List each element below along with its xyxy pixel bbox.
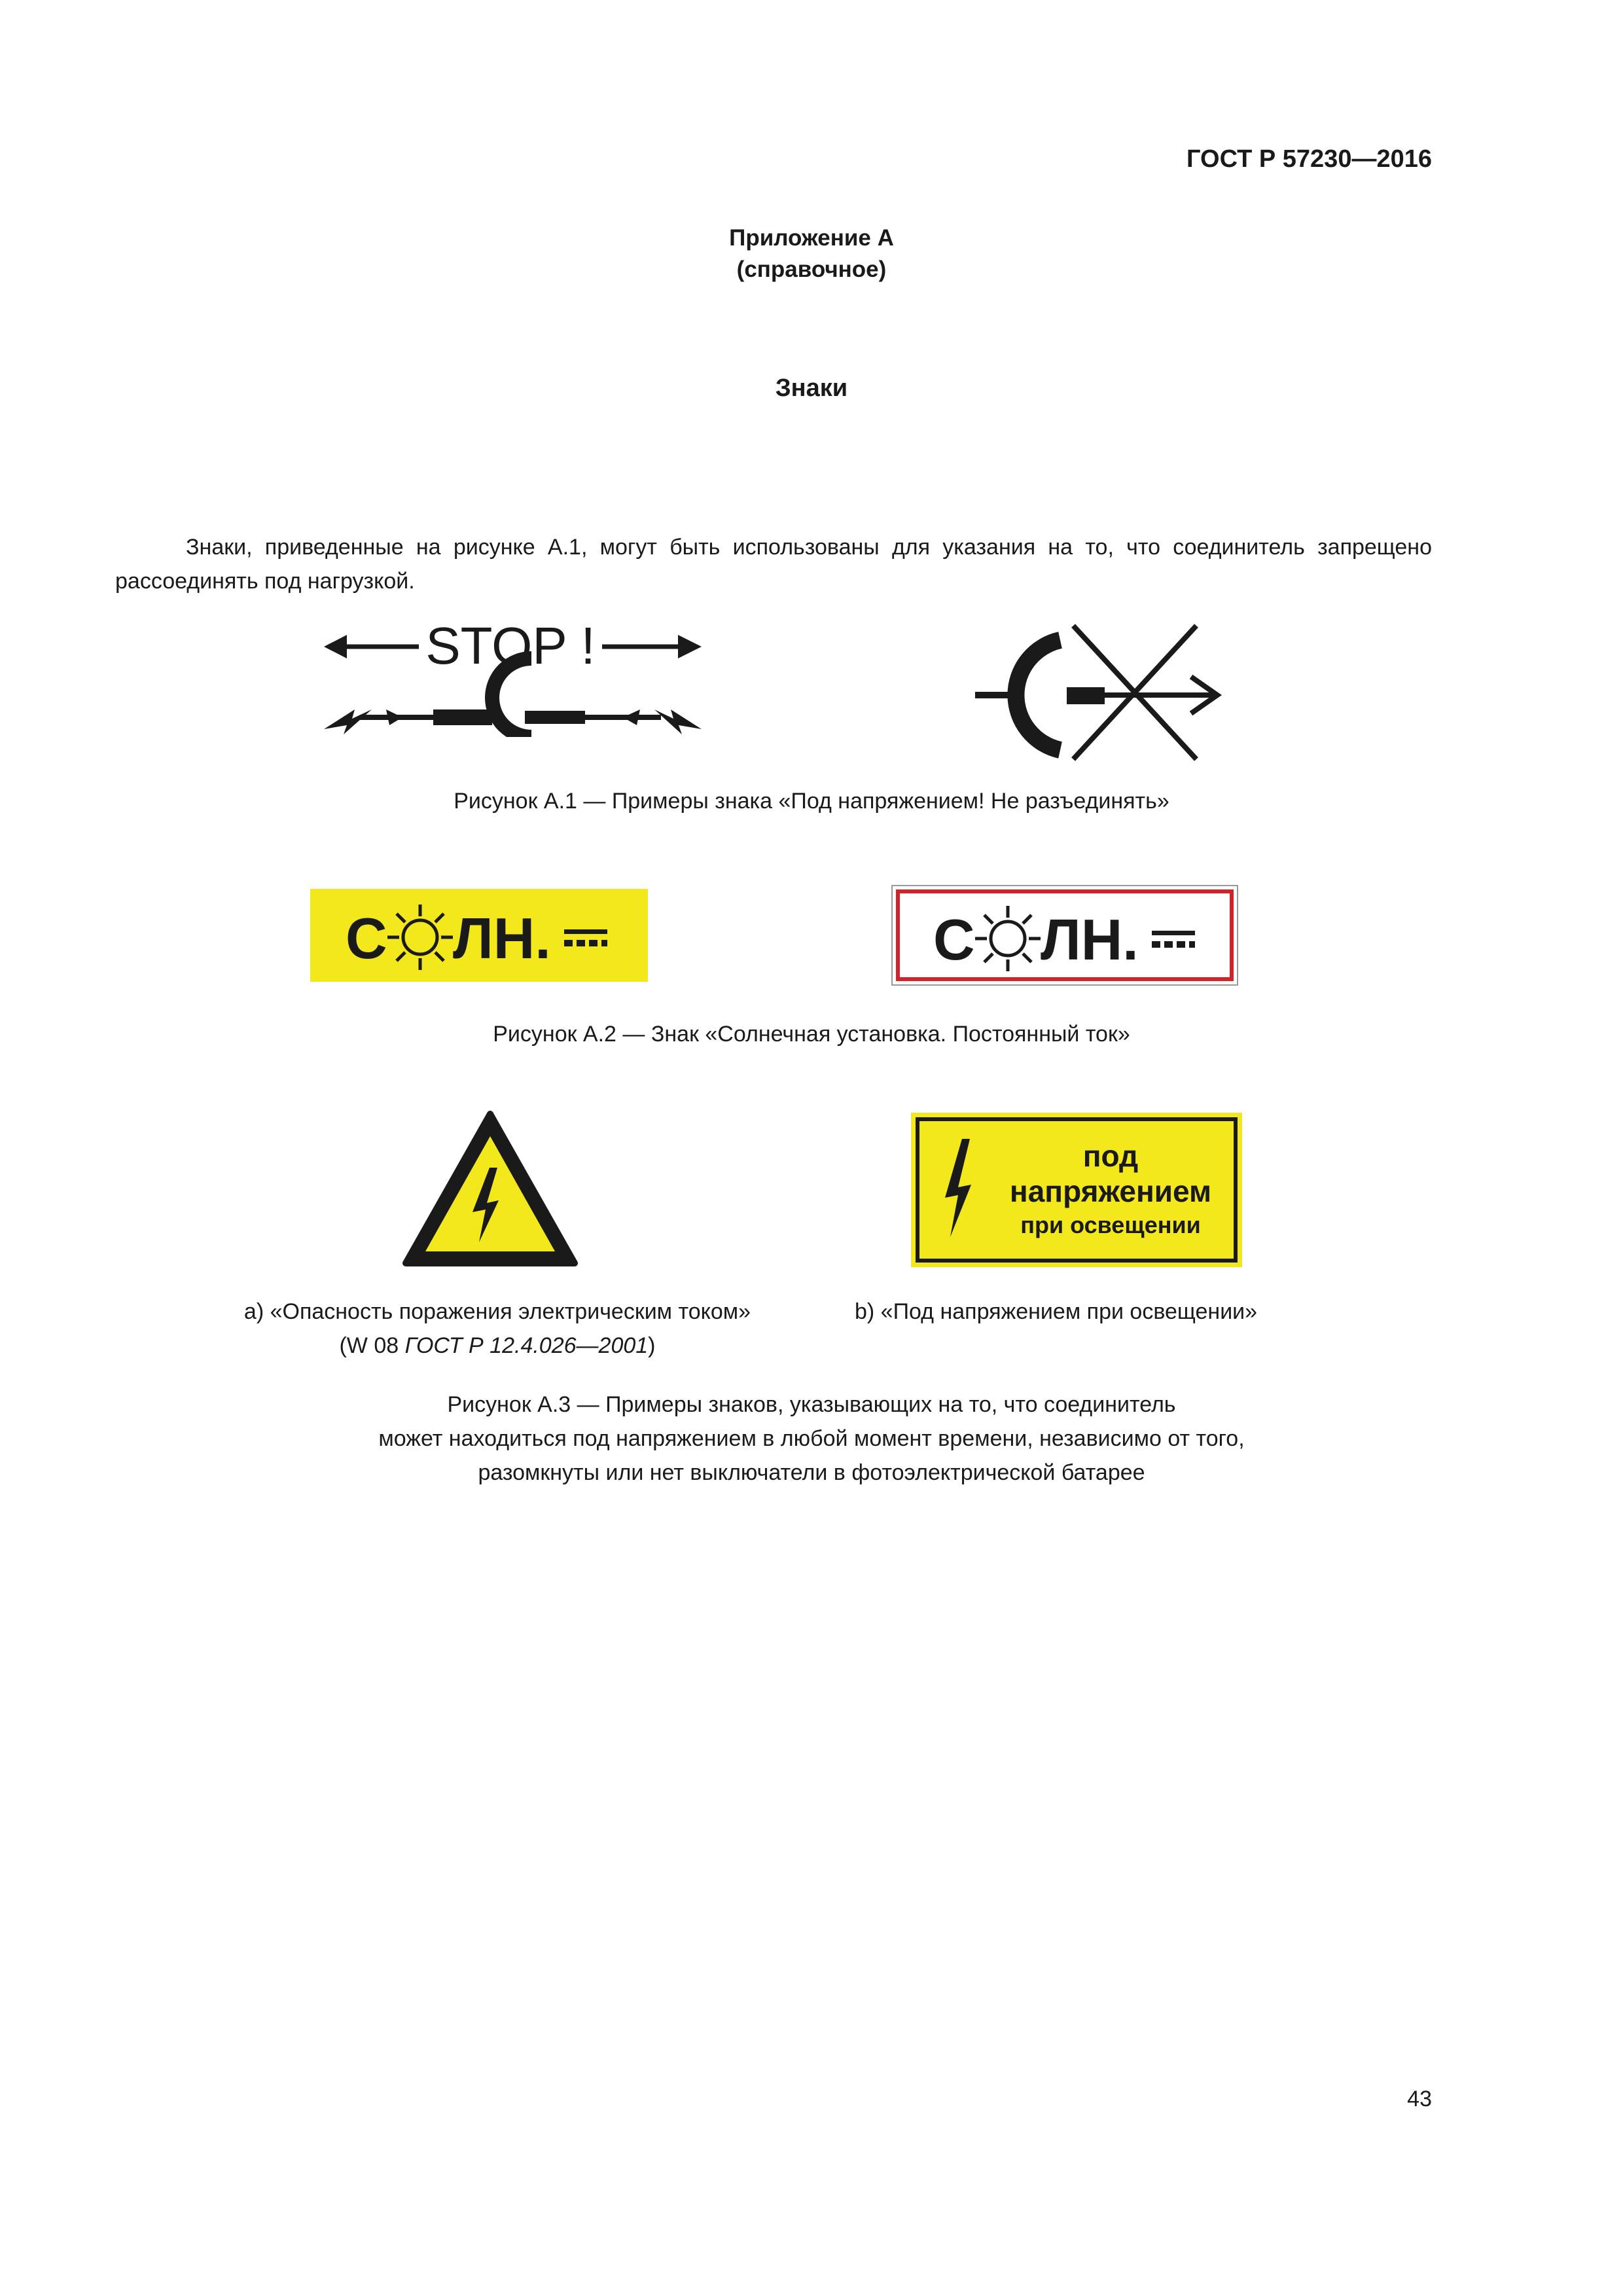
figure-a3-caption	[0, 1388, 1623, 1490]
figure-a3b-caption: b) «Под напряжением при освещении»	[855, 1299, 1258, 1324]
stop-text: STOP !	[425, 619, 596, 675]
intro-paragraph-text: Знаки, приведенные на рисунке А.1, могут быть использованы для указания на то, что соединитель запрещено рассоединять под нагрузкой.	[115, 535, 1432, 594]
page-number: 43	[1407, 2087, 1432, 2111]
solar-dc-sign-white	[891, 885, 1238, 986]
sign-letter-c: С	[346, 906, 387, 971]
sign-text-line3: при освещении	[1020, 1211, 1201, 1238]
figure-a3-caption-line1: Рисунок А.3 — Примеры знаков, указывающих на то, что соединитель	[447, 1392, 1176, 1417]
solar-dc-sign-yellow	[310, 889, 648, 982]
left-arrow-head	[324, 635, 347, 658]
electric-shock-warning-sign	[401, 1109, 580, 1268]
section-title: Знаки	[775, 374, 848, 402]
right-flash-arrow-icon	[623, 709, 640, 725]
appendix-label: Приложение А	[729, 225, 894, 251]
appendix-type: (справочное)	[736, 257, 887, 282]
figure-a3a-reference: (W 08 ГОСТ Р 12.4.026—2001)	[339, 1333, 656, 1358]
plug-body	[1067, 687, 1105, 704]
left-flash-arrow-icon	[386, 709, 402, 725]
sign-letters-lh: ЛН.	[1041, 907, 1139, 972]
right-arrow-head	[678, 635, 702, 658]
figure-a3-caption-line3: разомкнуты или нет выключатели в фотоэлектрической батарее	[478, 1460, 1145, 1485]
appendix-heading	[0, 223, 1623, 285]
left-lightning-icon	[324, 709, 372, 734]
figure-a2-caption: Рисунок А.2 — Знак «Солнечная установка. Постоянный ток»	[493, 1022, 1130, 1047]
figure-a3a-caption	[209, 1295, 785, 1363]
crossed-connector-sign	[969, 617, 1237, 774]
intro-paragraph	[115, 530, 1432, 598]
figure-a3a-title: a) «Опасность поражения электрическим током»	[243, 1299, 751, 1324]
plug-left	[433, 709, 492, 725]
sign-letter-c: С	[933, 907, 975, 972]
right-lightning-icon	[654, 709, 702, 734]
figure-a3-caption-line2: может находиться под напряжением в любой момент времени, независимо от того,	[378, 1426, 1245, 1451]
figure-a1-caption: Рисунок А.1 — Примеры знака «Под напряжением! Не разъединять»	[454, 789, 1169, 814]
stop-disconnect-sign	[321, 619, 707, 737]
standard-designation: ГОСТ Р 57230—2016	[1186, 145, 1432, 173]
sign-text-line1: под	[1082, 1139, 1139, 1173]
socket-arc	[1016, 640, 1060, 750]
sign-letters-lh: ЛН.	[453, 906, 551, 971]
live-when-illuminated-sign	[911, 1113, 1242, 1267]
plug-right	[525, 711, 585, 724]
sign-text-line2: напряжением	[1009, 1174, 1212, 1208]
